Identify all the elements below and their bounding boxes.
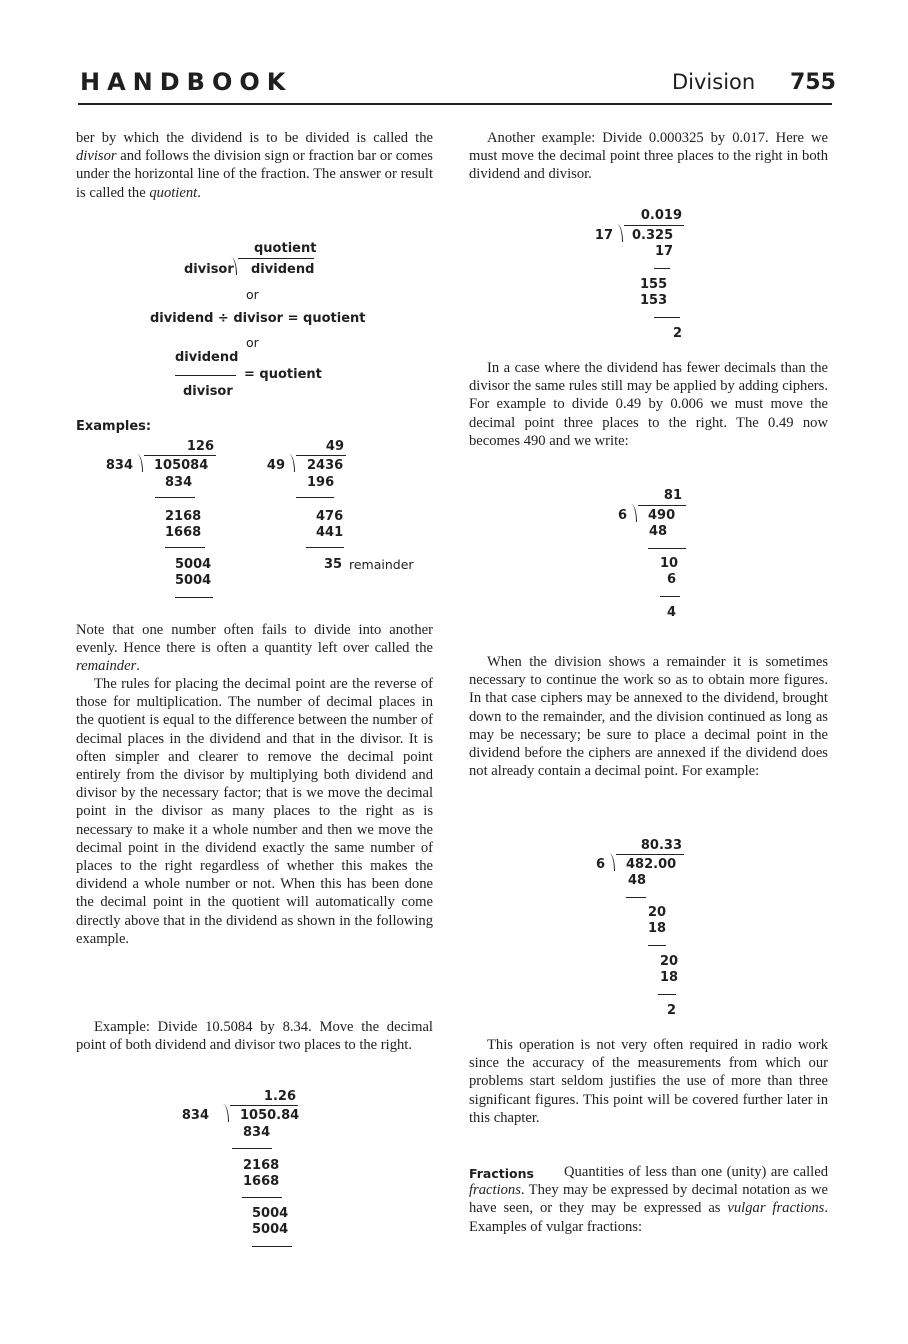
- fractions-text-3: . Examples of vulgar fractions:: [469, 1200, 828, 1235]
- ex1-bracket: [136, 454, 143, 472]
- ex3-bar: [230, 1105, 298, 1106]
- fraction-denominator: divisor: [183, 384, 233, 399]
- ex1-step: 5004: [175, 557, 212, 572]
- ex1-rule: [175, 597, 213, 598]
- ex1-bar: [144, 455, 216, 456]
- ex4-quotient: 0.019: [640, 208, 682, 223]
- ex6-bracket: [608, 853, 615, 871]
- ex6-step: 18: [648, 921, 667, 936]
- ex3-rule: [252, 1246, 292, 1247]
- intro-text-2: called the: [373, 130, 433, 146]
- diagram-dividend: dividend: [251, 262, 315, 277]
- ex1-rule: [155, 497, 195, 498]
- ex1-divisor: 834: [105, 458, 133, 473]
- ex2-rule: [296, 497, 334, 498]
- ex5-step: 48: [649, 524, 668, 539]
- ex1-step: 1668: [165, 525, 202, 540]
- fractions-text: Quantities of less than one (unity) are called: [564, 1164, 828, 1180]
- intro-text-4: .: [197, 184, 201, 201]
- ex3-step: 5004: [252, 1206, 289, 1221]
- ex5-rule: [660, 596, 680, 597]
- ex4-step: 17: [655, 244, 674, 259]
- ex5-quotient: 81: [663, 488, 682, 503]
- ex2-bar: [296, 455, 346, 456]
- diagram-equation: dividend ÷ divisor = quotient: [150, 311, 366, 326]
- term-remainder: remainder: [76, 658, 137, 675]
- ex5-rule: [648, 548, 686, 549]
- ex2-remainder-label: remainder: [349, 557, 414, 572]
- ex3-step: 2168: [243, 1158, 280, 1173]
- ex3-rule: [232, 1148, 272, 1149]
- intro-paragraph: [76, 129, 433, 202]
- book-title: HANDBOOK: [80, 68, 293, 96]
- ex1-rule: [165, 547, 205, 548]
- rules-paragraph: The rules for placing the decimal point are the reverse of those for multiplication. The number of decimal places in the quotient is equal to the difference between the number of decimal places in the dividend and that in the divisor. It is often simpler and clearer to remove the decimal point entirely from the divisor by multiplying both dividend and divisor by the necessary factor; that is we move the decimal point in the divisor as many places to the right as is necessary to make it a whole number and then we move the decimal point in the dividend exactly the same number of places to the right regardless of whether this makes the dividend a whole number or not. When this has been done the decimal point in the quotient will automatically come directly above that in the dividend as shown in the following example.: [76, 676, 433, 947]
- intro-text-3: and follows the division sign or fraction bar or comes under the horizontal line of the fraction. The answer or result is called the: [76, 148, 433, 201]
- ex1-dividend: 105084: [154, 458, 209, 473]
- ex1-step: 5004: [175, 573, 212, 588]
- ex3-step: 5004: [252, 1222, 289, 1237]
- ex6-rule: [626, 897, 646, 898]
- ex2-bracket: [288, 454, 295, 472]
- ex4-rule: [654, 317, 680, 318]
- ex6-step: 20: [660, 954, 679, 969]
- ex3-step: 1668: [243, 1174, 280, 1189]
- fractions-text-2: . They may be expressed by decimal notation as we have seen, or they may be expressed as: [469, 1182, 828, 1217]
- ex5-step: 6: [667, 572, 677, 587]
- ex6-step: 18: [660, 970, 679, 985]
- fractions-heading: Fractions: [469, 1166, 534, 1181]
- ex6-divisor: 6: [595, 857, 605, 872]
- ex4-bracket: [616, 224, 623, 242]
- fractions-section: [469, 1163, 828, 1236]
- ex1-step: 2168: [165, 509, 202, 524]
- example-intro-paragraph: Another example: Divide 0.000325 by 0.017. Here we must move the decimal point three places to the right in both dividend and divisor.: [469, 130, 828, 183]
- header-rule: [78, 103, 832, 105]
- ex2-step: 441: [316, 525, 344, 540]
- ex5-remainder: 4: [667, 605, 677, 620]
- diagram-divisor: divisor: [184, 262, 234, 277]
- ex2-step: 476: [316, 509, 344, 524]
- ex4-dividend: 0.325: [632, 228, 674, 243]
- ex5-bar: [638, 505, 686, 506]
- diagram-bar: [238, 258, 314, 259]
- example-paragraph: Example: Divide 10.5084 by 8.34. Move the decimal point of both dividend and divisor two places to the right.: [76, 1019, 433, 1054]
- ex3-rule: [242, 1197, 282, 1198]
- examples-label: Examples:: [76, 419, 152, 434]
- remainder-paragraph: When the division shows a remainder it is sometimes necessary to continue the work so as to obtain more figures. In that case ciphers may be annexed to the dividend, brought down to the remainder, and the division continued as long as may be necessary; be sure to place a decimal point in the dividend before the ciphers are annexed if the dividend does not already contain a decimal point. For example:: [469, 654, 828, 780]
- term-vulgar-fractions: vulgar fractions: [727, 1200, 825, 1217]
- ex6-step: 20: [648, 905, 667, 920]
- ex6-rule: [658, 994, 676, 995]
- ex6-quotient: 80.33: [640, 838, 682, 853]
- ex6-bar: [616, 854, 684, 855]
- ex5-divisor: 6: [617, 508, 627, 523]
- ex1-quotient: 126: [186, 439, 214, 454]
- diagram-bracket: [230, 257, 237, 275]
- ex3-bracket: [222, 1104, 229, 1122]
- section-title: Division: [672, 70, 756, 94]
- ex3-quotient: 1.26: [263, 1089, 296, 1104]
- ciphers-paragraph: In a case where the dividend has fewer decimals than the divisor the same rules still may be applied by adding ciphers. For example to divide 0.49 by 0.006 we must move the decimal point three places to the right. The 0.49 now becomes 490 and we write:: [469, 360, 828, 449]
- ex6-rule: [648, 945, 666, 946]
- ex4-rule: [654, 268, 670, 269]
- diagram-or-2: or: [246, 335, 259, 350]
- diagram-quotient: quotient: [254, 241, 317, 256]
- note-end: .: [136, 658, 140, 675]
- ex4-step: 155: [640, 277, 668, 292]
- ex2-rule: [306, 547, 344, 548]
- note-text: Note that one number often fails to divide into another evenly. Hence there is often a quantity left over called the: [76, 622, 433, 657]
- ex3-dividend: 1050.84: [240, 1108, 300, 1123]
- ex2-dividend: 2436: [307, 458, 344, 473]
- page-number: 755: [790, 70, 836, 95]
- fraction-numerator: dividend: [175, 350, 239, 365]
- ex6-step: 48: [628, 873, 647, 888]
- ex4-step: 153: [640, 293, 668, 308]
- note-paragraph: [76, 621, 433, 676]
- ex2-divisor: 49: [266, 458, 285, 473]
- term-divisor: divisor: [76, 148, 117, 165]
- ex5-dividend: 490: [648, 508, 676, 523]
- ex6-remainder: 2: [667, 1003, 677, 1018]
- ex1-step: 834: [165, 475, 193, 490]
- ex6-dividend: 482.00: [626, 857, 677, 872]
- term-quotient: quotient: [149, 184, 198, 201]
- intro-text-1: ber by which the dividend is to be divided is: [76, 130, 367, 146]
- radio-work-paragraph: This operation is not very often required in radio work since the accuracy of the measurements from which our problems start seldom justifies the use of more than three significant figures. This point will be covered further later in this chapter.: [469, 1037, 828, 1126]
- ex5-bracket: [630, 504, 637, 522]
- term-fractions: fractions: [469, 1182, 521, 1199]
- fraction-bar: [175, 375, 236, 376]
- ex3-step: 834: [243, 1125, 271, 1140]
- ex2-step: 196: [307, 475, 335, 490]
- fraction-result: = quotient: [244, 367, 322, 382]
- ex4-remainder: 2: [673, 326, 683, 341]
- ex4-bar: [624, 225, 684, 226]
- ex2-remainder-value: 35: [324, 557, 343, 572]
- diagram-or-1: or: [246, 287, 259, 302]
- ex4-divisor: 17: [594, 228, 613, 243]
- ex5-step: 10: [660, 556, 679, 571]
- ex2-quotient: 49: [325, 439, 344, 454]
- ex3-divisor: 834: [181, 1108, 209, 1123]
